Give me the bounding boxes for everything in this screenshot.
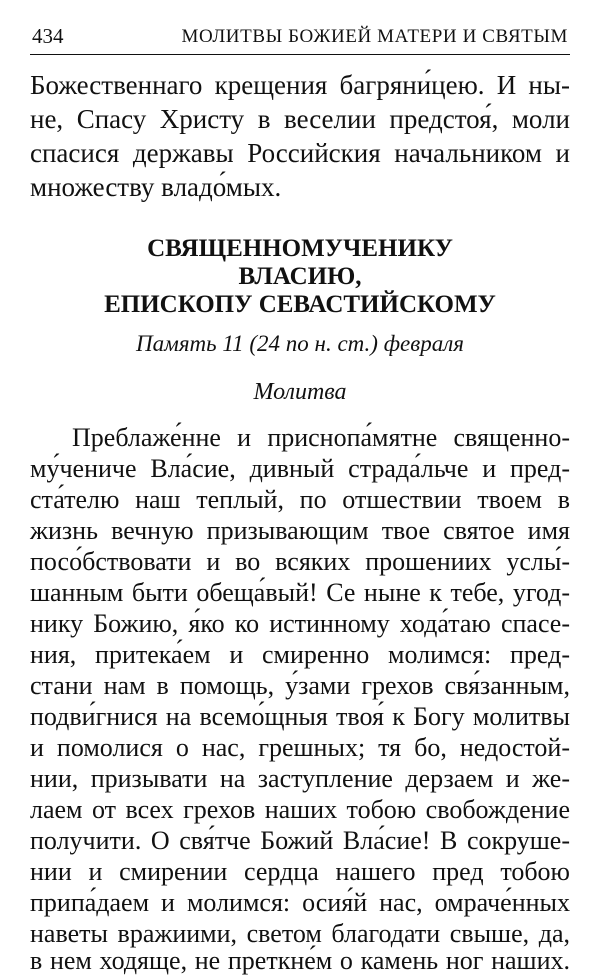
heading-line: СВЯЩЕННОМУЧЕНИКУ (147, 235, 453, 262)
running-header (30, 20, 570, 55)
prayer-line: припа́даем и молимся: осия́й нас, омраче́нных (30, 888, 570, 917)
heading-line: ЕПИСКОПУ СЕВАСТИЙСКОМУ (104, 291, 496, 318)
prayer-line: ста́телю наш теплый, по отшествии твоем в (30, 485, 570, 514)
heading-line: ВЛАСИЮ, (238, 263, 362, 290)
prayer-line: посо́бствовати и во всяких прошениих услы́- (30, 547, 570, 576)
prayer-line: нику Божию, я́ко ко истинному хода́таю спасе- (30, 609, 570, 638)
prayer-line: шанным быти обеща́вый! Се ныне к тебе, угод- (30, 578, 570, 607)
memory-date: Память 11 (24 по н. ст.) февраля (136, 331, 464, 356)
prayer-line: нии, призывати на заступление дерзаем и же- (30, 764, 570, 793)
intro-line: спасися державы Российския начальником и (30, 138, 570, 168)
prayer-line: жизнь вечную призывающим твое святое имя (30, 516, 570, 545)
prayer-line: подви́гнися на всемо́щныя твоя́ к Богу молитвы (30, 702, 570, 731)
page-number: 434 (32, 24, 64, 48)
prayer-line: в нем ходяще, не преткне́м о камень ног наших. (30, 946, 570, 975)
prayer-line: лаем от всех грехов наших тобою свобождение (30, 795, 570, 824)
prayer-line: нии и смирении сердца нашего пред тобою (30, 857, 570, 886)
running-header-title: МОЛИТВЫ БОЖИЕЙ МАТЕРИ И СВЯТЫМ (181, 26, 568, 47)
intro-line: множеству владо́мых. (30, 172, 282, 202)
prayer-line: наветы вражиими, светом благодати свыше, да, (30, 919, 570, 948)
prayer-line: стани нам в помощь, у́зами грехов свя́занным, (30, 671, 570, 700)
prayer-label: Молитва (253, 379, 347, 405)
prayer-line: му́чениче Вла́сие, дивный страда́льче и пред- (30, 454, 570, 483)
prayer-line: и помолися о нас, грешных; тя бо, недостой- (30, 733, 570, 762)
prayer-line: Преблаже́нне и приснопа́мятне священно- (72, 423, 570, 452)
prayer-line: получити. О свя́тче Божий Вла́сие! В сокруше- (30, 826, 570, 855)
prayer-line: ния, притека́ем и смиренно молимся: пред- (30, 640, 570, 669)
intro-line: Божественнаго крещения багряни́цею. И ны- (30, 70, 570, 100)
intro-line: не, Спасу Христу в веселии предстоя́, моли (30, 104, 570, 134)
